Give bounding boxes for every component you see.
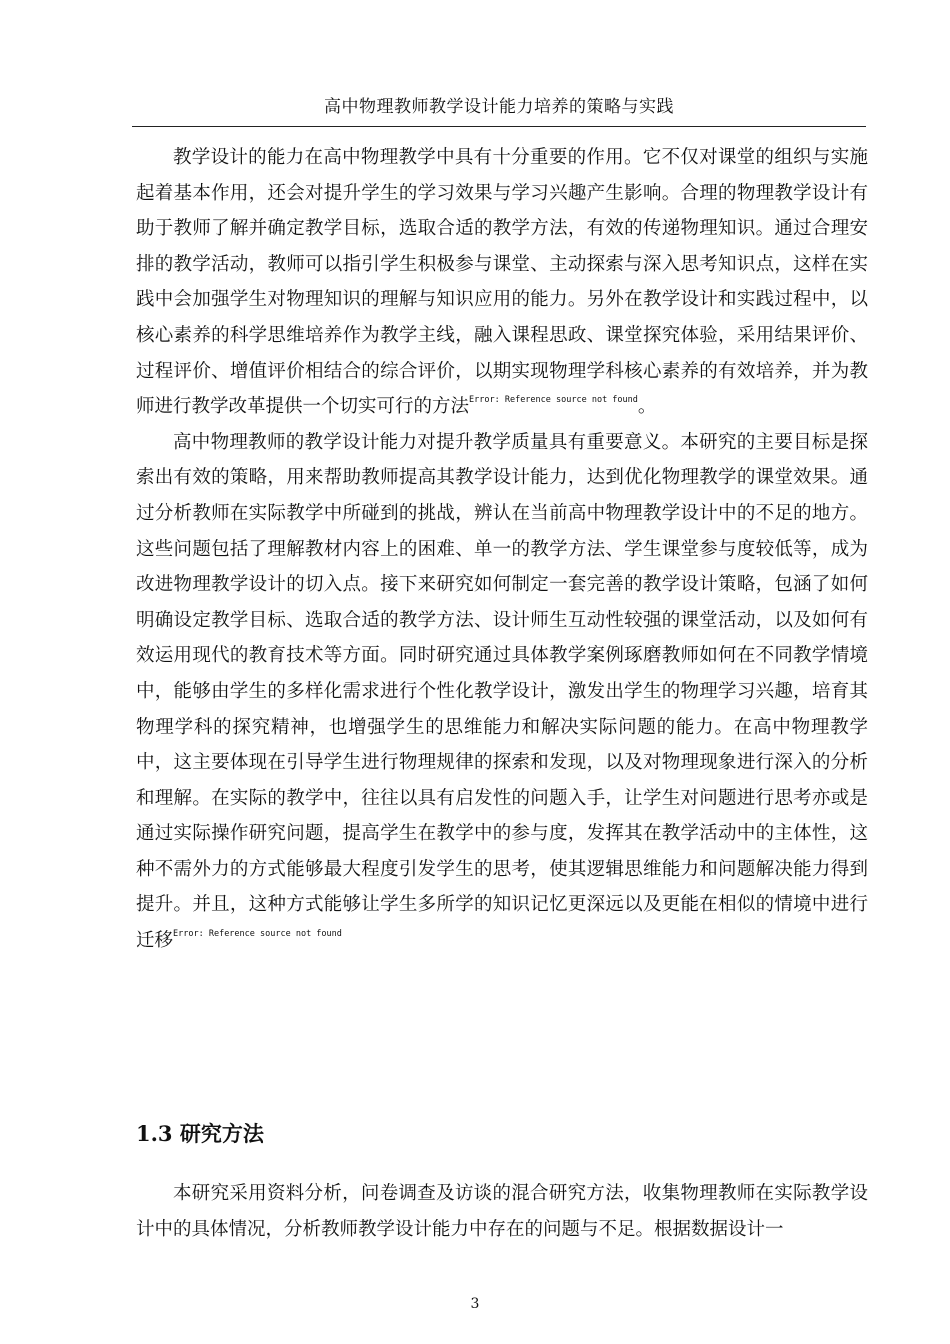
reference-error-1: Error: Reference source not found bbox=[469, 395, 638, 406]
paragraph-2-text: 高中物理教师的教学设计能力对提升教学质量具有重要意义。本研究的主要目标是探索出有效的策略，用来帮助教师提高其教学设计能力，达到优化物理教学的课堂效果。通过分析教师在实际教学中所碰到的挑战，辨认在当前高中物理教学设计中的不足的地方。这些问题包括了理解教材内容上的困难、单一的教学方法、学生课堂参与度较低等，成为改进物理教学设计的切入点。接下来研究如何制定一套完善的教学设计策略，包涵了如何明确设定教学目标、选取合适的教学方法、设计师生互动性较强的课堂活动，以及如何有效运用现代的教育技术等方面。同时研究通过具体教学案例琢磨教师如何在不同教学情境中，能够由学生的多样化需求进行个性化教学设计，激发出学生的物理学习兴趣，培育其物理学科的探究精神，也增强学生的思维能力和解决实际问题的能力。在高中物理教学中，这主要体现在引导学生进行物理规律的探索和发现，以及对物理现象进行深入的分析和理解。在实际的教学中，往往以具有启发性的问题入手，让学生对问题进行思考亦或是通过实际操作研究问题，提高学生在教学中的参与度，发挥其在教学活动中的主体性，这种不需外力的方式能够最大程度引发学生的思考，使其逻辑思维能力和问题解决能力得到提升。并且，这种方式能够让学生多所学的知识记忆更深远以及更能在相似的情境中进行迁移 bbox=[136, 431, 868, 952]
paragraph-2 bbox=[136, 425, 868, 959]
header-rule bbox=[132, 126, 866, 127]
section-heading: 1.3 研究方法 bbox=[136, 1121, 264, 1146]
paragraph-3: 本研究采用资料分析，问卷调查及访谈的混合研究方法，收集物理教师在实际教学设计中的具体情况，分析教师教学设计能力中存在的问题与不足。根据数据设计一 bbox=[136, 1183, 868, 1240]
paragraph-1 bbox=[136, 140, 868, 425]
running-header: 高中物理教师教学设计能力培养的策略与实践 bbox=[324, 97, 674, 117]
page-number: 3 bbox=[470, 1296, 480, 1312]
body-text bbox=[136, 140, 868, 959]
reference-error-2: Error: Reference source not found bbox=[173, 929, 342, 940]
section-body bbox=[136, 1176, 868, 1247]
paragraph-1-text: 教学设计的能力在高中物理教学中具有十分重要的作用。它不仅对课堂的组织与实施起着基本作用，还会对提升学生的学习效果与学习兴趣产生影响。合理的物理教学设计有助于教师了解并确定教学目标，选取合适的教学方法，有效的传递物理知识。通过合理安排的教学活动，教师可以指引学生积极参与课堂、主动探索与深入思考知识点，这样在实践中会加强学生对物理知识的理解与知识应用的能力。另外在教学设计和实践过程中，以核心素养的科学思维培养作为教学主线，融入课程思政、课堂探究体验，采用结果评价、过程评价、增值评价相结合的综合评价，以期实现物理学科核心素养的有效培养，并为教师进行教学改革提供一个切实可行的方法 bbox=[136, 147, 868, 418]
paragraph-1-end: 。 bbox=[637, 396, 657, 418]
